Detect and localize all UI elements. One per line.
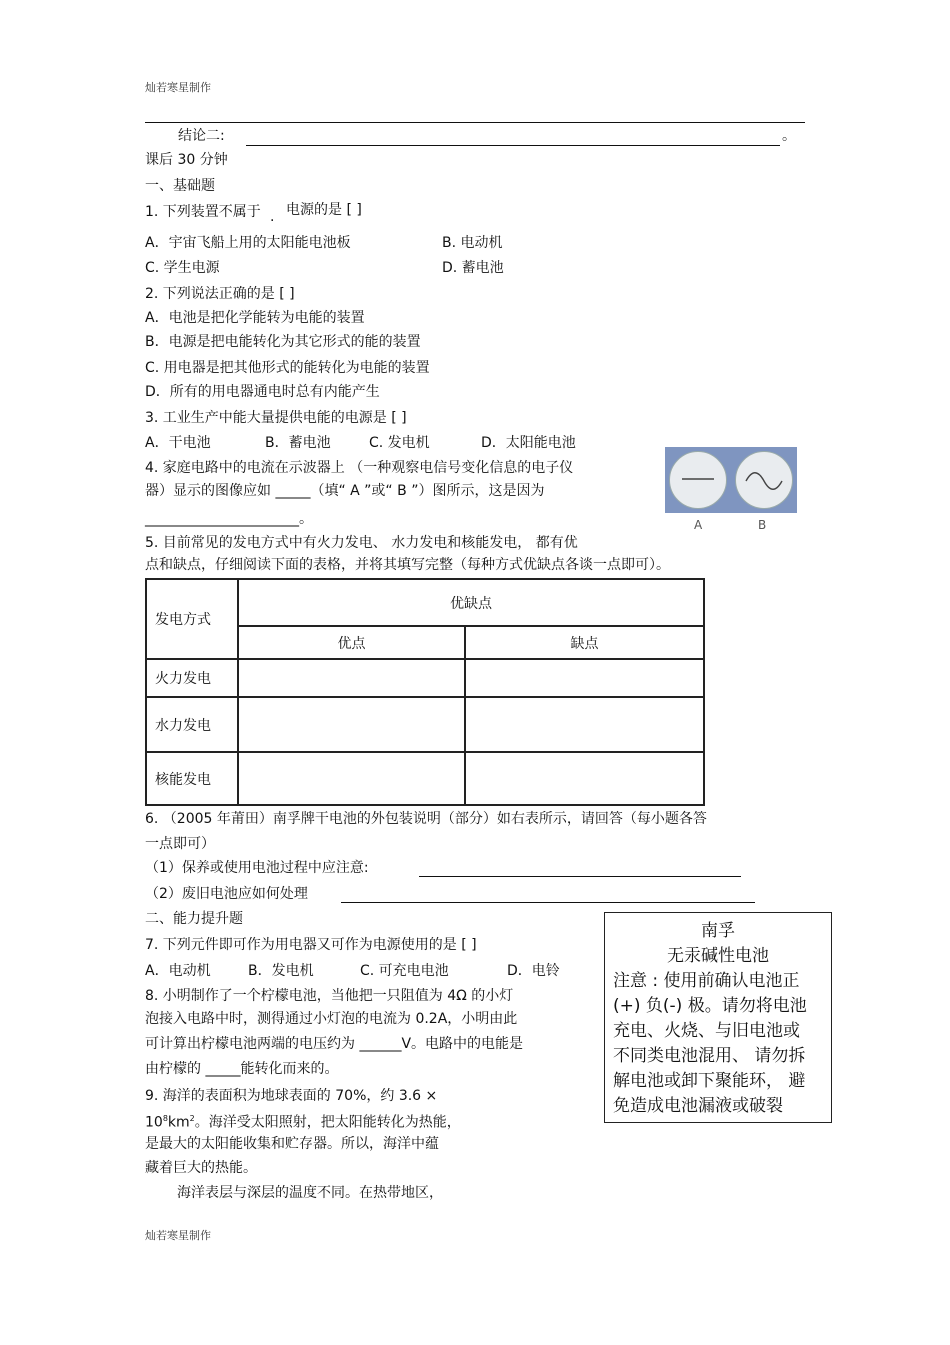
q5-line1: 5. 目前常见的发电方式中有火力发电、 水力发电和核能发电， 都有优: [145, 535, 578, 551]
q1-option-c[interactable]: C. 学生电源: [145, 260, 220, 276]
q2-stem: 2. 下列说法正确的是 [ ]: [145, 286, 295, 302]
table-header-pro: 优点: [238, 626, 465, 659]
q8-line3: 可计算出柠檬电池两端的电压约为 ______V。电路中的电能是: [145, 1036, 524, 1052]
battery-note-line: (+) 负(-) 极。请勿将电池: [613, 996, 807, 1016]
conclusion-label: 结论二:: [178, 128, 225, 144]
q9-line5: 海洋表层与深层的温度不同。在热带地区，: [177, 1185, 443, 1201]
oscilloscope-b: [731, 447, 797, 513]
con-cell[interactable]: [465, 697, 704, 752]
q3-option-d[interactable]: D．太阳能电池: [481, 435, 576, 451]
oscilloscope-a: [665, 447, 731, 513]
section1-title: 一、基础题: [145, 178, 215, 194]
q9-line2: [145, 1109, 461, 1133]
table-row: [146, 659, 704, 697]
q9-base: 10: [145, 1114, 163, 1131]
battery-note-line: 解电池或卸下聚能环， 避: [613, 1071, 806, 1091]
q8-line2: 泡接入电路中时，测得通过小灯泡的电流为 0.2A，小明由此: [145, 1011, 518, 1027]
conclusion-blank[interactable]: [246, 145, 780, 146]
q5-line2: 点和缺点，仔细阅读下面的表格，并将其填写完整（每种方式优缺点各谈一点即可）。: [145, 557, 670, 573]
oscilloscope-a-label: A: [694, 518, 703, 532]
q7-stem: 7. 下列元件即可作为用电器又可作为电源使用的是 [ ]: [145, 937, 477, 953]
table-row: [146, 697, 704, 752]
q9-line3: 是最大的太阳能收集和贮存器。所以，海洋中蕴: [145, 1136, 439, 1152]
q2-option-d[interactable]: D．所有的用电器通电时总有内能产生: [145, 384, 380, 400]
q6-sub1-blank[interactable]: [419, 876, 741, 877]
q9-unit: km: [167, 1114, 190, 1131]
q3-stem: 3. 工业生产中能大量提供电能的电源是 [ ]: [145, 410, 407, 426]
q1-option-a[interactable]: A．宇宙飞船上用的太阳能电池板: [145, 235, 351, 251]
q9-line4: 藏着巨大的热能。: [145, 1160, 257, 1176]
q7-option-c[interactable]: C. 可充电电池: [360, 963, 449, 979]
oscilloscope-b-label: B: [758, 518, 767, 532]
q1-stem-a: 1. 下列装置不属于: [145, 204, 261, 220]
q7-option-b[interactable]: B．发电机: [248, 963, 314, 979]
q3-option-b[interactable]: B．蓄电池: [265, 435, 331, 451]
table-header-group: 优缺点: [238, 579, 704, 626]
q7-option-a[interactable]: A．电动机: [145, 963, 211, 979]
q1-option-b[interactable]: B. 电动机: [442, 235, 503, 251]
power-generation-table: [145, 578, 705, 806]
pro-cell[interactable]: [238, 752, 465, 805]
q4-line2: 器）显示的图像应如 _____（填“ A ”或“ B ”）图所示，这是因为: [145, 483, 545, 499]
row-method: 水力发电: [146, 697, 238, 752]
battery-note-line: 免造成电池漏液或破裂: [613, 1096, 783, 1116]
q7-option-d[interactable]: D．电铃: [507, 963, 560, 979]
q9-line1: 9. 海洋的表面积为地球表面的 70%，约 3.6 ×: [145, 1088, 438, 1104]
battery-note-line: 充电、火烧、与旧电池或: [613, 1021, 800, 1041]
q2-option-b[interactable]: B．电源是把电能转化为其它形式的能的装置: [145, 334, 421, 350]
q9-exponent: 8: [162, 1114, 168, 1123]
q6-sub2: （2）废旧电池应如何处理: [145, 886, 308, 902]
header-maker: 灿若寒星制作: [145, 81, 211, 94]
after-class-title: 课后 30 分钟: [145, 152, 228, 168]
battery-product: 无汞碱性电池: [667, 946, 769, 966]
con-cell[interactable]: [465, 659, 704, 697]
pro-cell[interactable]: [238, 659, 465, 697]
q6-sub2-blank[interactable]: [341, 902, 755, 903]
con-cell[interactable]: [465, 752, 704, 805]
conclusion-end: 。: [782, 128, 796, 144]
q4-line1: 4. 家庭电路中的电流在示波器上 （一种观察电信号变化信息的电子仪: [145, 460, 574, 476]
q6-line1: 6. （2005 年莆田）南孚牌干电池的外包装说明（部分）如右表所示，请回答（每小题各答: [145, 811, 707, 827]
footer-maker: 灿若寒星制作: [145, 1229, 211, 1242]
q1-option-d[interactable]: D. 蓄电池: [442, 260, 504, 276]
q6-line2: 一点即可）: [145, 836, 215, 852]
table-header-con: 缺点: [465, 626, 704, 659]
q1-stem-b: 电源的是 [ ]: [286, 202, 362, 218]
q9-unit-exponent: 2: [189, 1114, 195, 1123]
q8-line1: 8. 小明制作了一个柠檬电池，当他把一只阻值为 4Ω 的小灯: [145, 988, 514, 1004]
battery-label-box: [604, 912, 832, 1123]
q6-sub1: （1）保养或使用电池过程中应注意:: [145, 860, 369, 876]
battery-brand: 南孚: [701, 921, 735, 941]
flat-line-trace-icon: [670, 452, 726, 508]
q3-option-a[interactable]: A．干电池: [145, 435, 211, 451]
q2-option-c[interactable]: C. 用电器是把其他形式的能转化为电能的装置: [145, 360, 430, 376]
battery-note-line: 注意 : 使用前确认电池正: [613, 971, 800, 991]
row-method: 核能发电: [146, 752, 238, 805]
battery-note-line: 不同类电池混用、 请勿拆: [613, 1046, 806, 1066]
q2-option-a[interactable]: A．电池是把化学能转为电能的装置: [145, 310, 365, 326]
table-header-method: 发电方式: [146, 579, 238, 659]
q4-line3: ______________________。: [145, 511, 313, 527]
pro-cell[interactable]: [238, 697, 465, 752]
q3-option-c[interactable]: C. 发电机: [369, 435, 430, 451]
q1-dot: .: [270, 209, 275, 225]
q9-rest: 。海洋受太阳照射，把太阳能转化为热能，: [194, 1114, 461, 1131]
row-method: 火力发电: [146, 659, 238, 697]
table-row: [146, 752, 704, 805]
q8-line4: 由柠檬的 _____能转化而来的。: [145, 1061, 339, 1077]
section2-title: 二、能力提升题: [145, 911, 243, 927]
header-rule: [145, 122, 805, 123]
sine-wave-trace-icon: [736, 452, 792, 508]
